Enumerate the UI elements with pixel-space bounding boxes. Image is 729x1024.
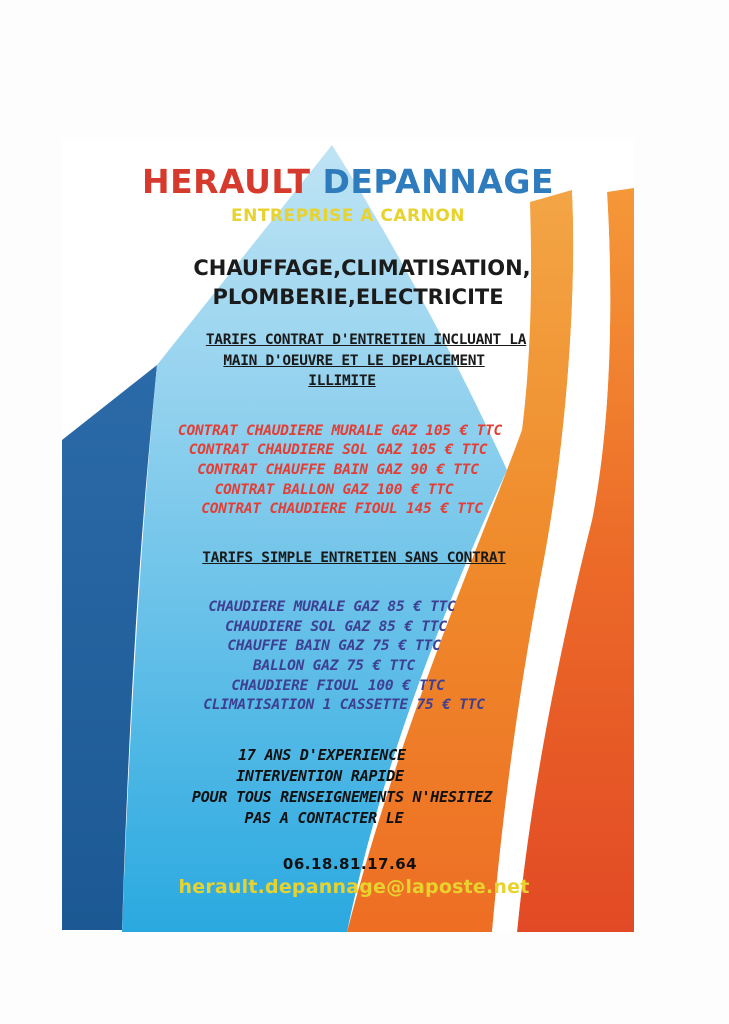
contract-heading-line-3: ILLIMITE [308,373,376,389]
simple-item: BALLON GAZ 75 € TTC [252,658,416,674]
title-part-depannage: DEPANNAGE [322,162,554,201]
intervention-line: INTERVENTION RAPIDE [236,767,404,785]
contract-item: CONTRAT CHAUDIERE FIOUL 145 € TTC [201,501,483,517]
flyer [62,140,634,932]
contract-heading-line-2: MAIN D'OEUVRE ET LE DEPLACEMENT [223,353,485,369]
simple-heading: TARIFS SIMPLE ENTRETIEN SANS CONTRAT [202,550,506,566]
simple-item: CHAUDIERE SOL GAZ 85 € TTC [225,619,447,635]
title-part-herault: HERAULT [141,162,311,201]
contract-item: CONTRAT CHAUDIERE MURALE GAZ 105 € TTC [177,423,503,439]
simple-item: CHAUDIERE MURALE GAZ 85 € TTC [208,599,456,615]
email-address: herault.depannage@laposte.net [178,876,530,898]
contract-heading-line-1: TARIFS CONTRAT D'ENTRETIEN INCLUANT LA [205,332,527,348]
phone-number: 06.18.81.17.64 [282,855,418,873]
contract-item: CONTRAT CHAUDIERE SOL GAZ 105 € TTC [188,442,488,458]
experience-line: 17 ANS D'EXPERIENCE [238,746,406,764]
contract-item: CONTRAT BALLON GAZ 100 € TTC [214,482,454,498]
contract-item: CONTRAT CHAUFFE BAIN GAZ 90 € TTC [197,462,479,478]
services-line-2: PLOMBERIE,ELECTRICITE [212,285,504,309]
contact-invite-line-2: PAS A CONTACTER LE [244,809,404,827]
contact-invite-line: POUR TOUS RENSEIGNEMENTS N'HESITEZ [191,788,493,806]
simple-item: CHAUFFE BAIN GAZ 75 € TTC [227,638,441,654]
simple-item: CLIMATISATION 1 CASSETTE 75 € TTC [203,697,485,713]
subtitle: ENTREPRISE A CARNON [231,206,465,226]
services-line-1: CHAUFFAGE,CLIMATISATION, [193,256,531,280]
flyer-title [62,162,634,201]
simple-item: CHAUDIERE FIOUL 100 € TTC [231,678,445,694]
